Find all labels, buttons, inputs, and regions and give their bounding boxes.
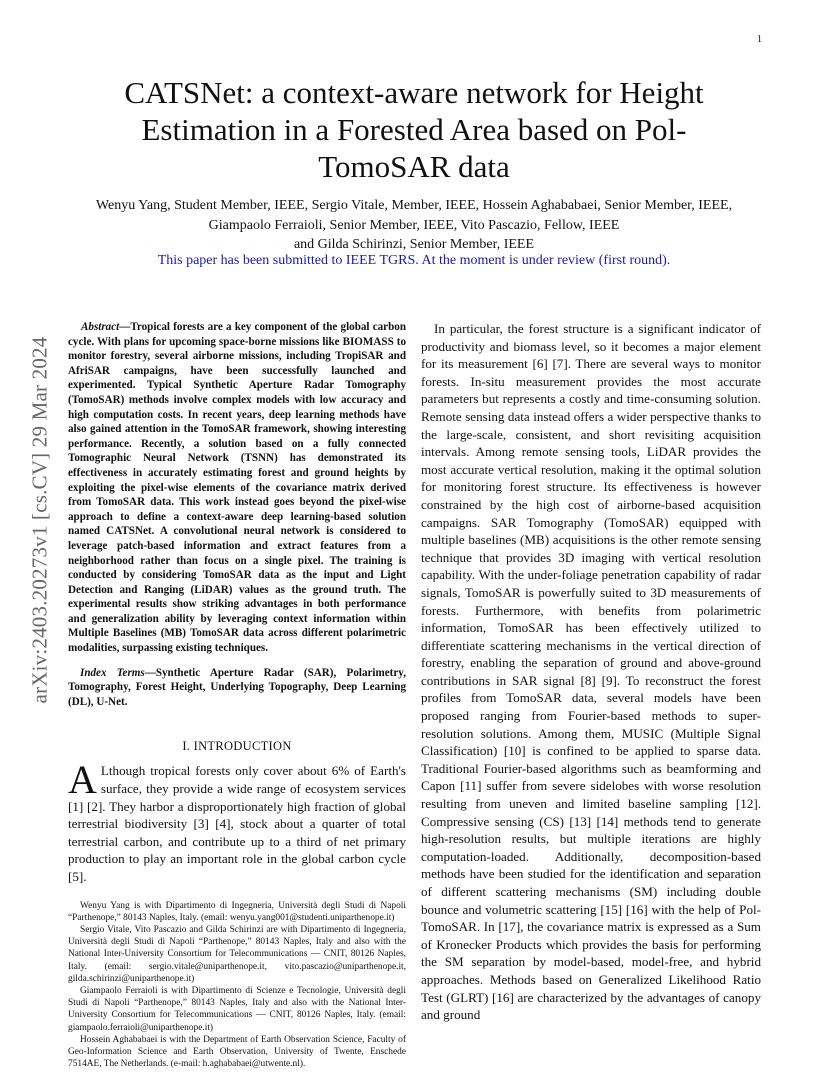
abstract-text: —Tropical forests are a key component of the global carbon cycle. With plans for upcoming space-borne missions like BIOMASS to monitor forestry, several airborne missions, including TropiSAR and AfriSAR campaigns, have been successfully launched and experimented. Typical Synthetic Aperture Radar Tomography (TomoSAR) methods involve complex models with low accuracy and high computation costs. In recent years, deep learning methods have also gained attention in the TomoSAR framework, showing interesting performance. Recently, a solution based on a fully connected Tomographic Neural Network (TSNN) has demonstrated its effectiveness in accurately estimating forest and ground heights by exploiting the pixel-wise elements of the covariance matrix derived from TomoSAR data. This work instead goes beyond the pixel-wise approach to define a context-aware deep learning-based solution named CATSNet. A convolutional neural network is considered to leverage patch-based information and extract features from a neighborhood rather than focus on a single pixel. The training is conducted by considering TomoSAR data as the input and Light Detection and Ranging (LiDAR) values as the ground truth. The experimental results show striking advantages in both performance and generalization ability by leveraging context information within Multiple Baselines (MB) TomoSAR data across different polarimetric modalities, surpassing existing techniques. [68, 321, 406, 655]
section-heading: I. INTRODUCTION [182, 739, 292, 754]
footnote: Sergio Vitale, Vito Pascazio and Gilda Schirinzi are with Dipartimento di Ingegneria, Università degli Studi di Napoli “Parthenope,” 80143 Naples, Italy and also with the National Inter-University Consortium for Telecommunications — CNIT, 80126 Naples, Italy. (email: sergio.vitale@uniparthenope.it, vito.pascazio@uniparthenope.it, gilda.schirinzi@uniparthenope.it) [68, 925, 406, 984]
author-list [60, 196, 768, 255]
intro-paragraph-text: Lthough tropical forests only cover about 6% of Earth's surface, they provide a wide range of ecosystem services [1] [2]. They harbor a disproportionately high fraction of global terrestrial biodiversity [3] [4], stock about a quarter of total terrestrial carbon, and contribute up to a third of net primary production to play an important role in the global carbon cycle [5]. [68, 763, 406, 884]
author-line: Wenyu Yang, Student Member, IEEE, Sergio Vitale, Member, IEEE, Hossein Aghababaei, Senior Member, IEEE, [95, 198, 733, 213]
right-column [421, 320, 761, 1024]
footnote: Giampaolo Ferraioli is with Dipartimento di Scienze e Tecnologie, Università degli Studi di Napoli “Parthenope,” 80143 Naples, Italy and also with the National Inter-University Consortium for Telecommunications — CNIT, 80126 Naples, Italy. (email: giampaolo.ferraioli@uniparthenope.it) [68, 986, 406, 1033]
intro-paragraph [68, 757, 406, 885]
abstract [68, 320, 406, 656]
index-terms-text: —Synthetic Aperture Radar (SAR), Polarimetry, Tomography, Forest Height, Underlying Topography, Deep Learning (DL), U-Net. [68, 666, 406, 708]
index-terms [68, 666, 406, 710]
page-number: 1 [757, 34, 762, 45]
author-line: Giampaolo Ferraioli, Senior Member, IEEE, Vito Pascazio, Fellow, IEEE [208, 217, 620, 233]
index-terms-label: Index Terms [80, 666, 145, 679]
drop-cap: A [68, 757, 97, 803]
left-column [68, 320, 406, 1070]
footnotes [68, 900, 406, 1071]
abstract-label: Abstract [81, 321, 120, 333]
paper-title: CATSNet: a context-aware network for Height Estimation in a Forested Area based on Pol-TomoSAR data [124, 75, 704, 184]
footnote: Hossein Aghababaei is with the Department of Earth Observation Science, Faculty of Geo-Information Science and Earth Observation, University of Twente, Enschede 7514AE, The Netherlands. (e-mail: h.aghababaei@utwente.nl). [68, 1034, 406, 1070]
arxiv-identifier-text: arXiv:2403.20273v1 [cs.CV] 29 Mar 2024 [27, 336, 52, 703]
submission-note-link[interactable]: This paper has been submitted to IEEE TGRS. At the moment is under review (first round). [157, 253, 671, 268]
intro-paragraph-2: In particular, the forest structure is a significant indicator of productivity and biomass level, so it becomes a major element for its measurement [6] [7]. There are several ways to monitor forests. In-situ measurement provides the most accurate parameters but represents a costly and time-consuming solution. Remote sensing data instead offers a wider perspective thanks to the large-scale, consistent, and short revisiting acquisition intervals. Among remote sensing tools, LiDAR provides the most accurate vertical resolution, making it the optimal solution for monitoring forest structure. Its effectiveness is however constrained by the high cost of airborne-based acquisition campaigns. SAR Tomography (TomoSAR) equipped with multiple baselines (MB) acquisitions is the other remote sensing technique that provides 3D imaging with vertical resolution capability. With the under-foliage penetration capability of radar signals, TomoSAR is powerfully suited to 3D measurements of forests. Furthermore, with benefits from polarimetric information, TomoSAR has been effectively utilized to differentiate scattering mechanisms in the vertical direction of forestry, enabling the separation of ground and above-ground contributions in SAR signal [8] [9]. To reconstruct the forest profiles from TomoSAR data, several models have been proposed ranging from Fourier-based methods to super-resolution solutions. Among them, MUSIC (Multiple Signal Classification) [10] is confined to be applied to sparse data. Traditional Fourier-based algorithms such as beamforming and Capon [11] suffer from severe sidelobes with worse resolution resulting from uneven and limited baseline sampling [12]. Compressive sensing (CS) [13] [14] methods tend to generate high-resolution results, but multiple iterations are highly computation-loaded. Additionally, decomposition-based methods have been studied for the identification and separation of different scattering mechanisms (SM) including double bounce and volumetric scattering [15] [16] with the help of Pol-TomoSAR. In [17], the covariance matrix is expressed as a Sum of Kronecker Products which provides the basis for performing the SM separation by model-based, model-free, and hybrid approaches. Methods based on Generalized Likelihood Ratio Test (GLRT) [16] are characterized by the advantages of canopy and ground [421, 321, 761, 1023]
author-line: and Gilda Schirinzi, Senior Member, IEEE [293, 237, 535, 252]
footnote: Wenyu Yang is with Dipartimento di Ingegneria, Università degli Studi di Napoli “Parthenope,” 80143 Naples, Italy. (email: wenyu.yang001@studenti.uniparthenope.it) [68, 900, 406, 923]
arxiv-identifier [20, 282, 60, 757]
